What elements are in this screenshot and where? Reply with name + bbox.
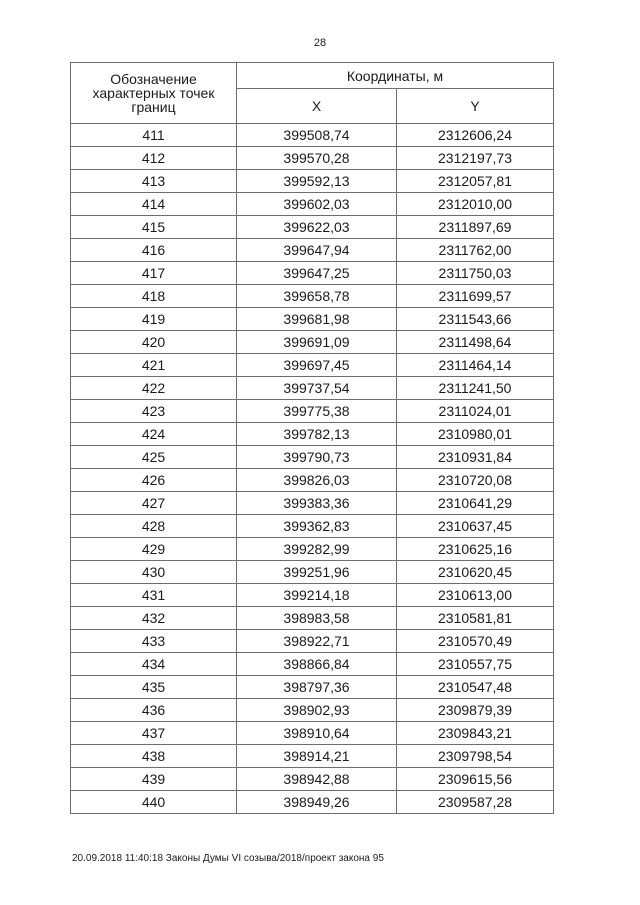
point-cell: 430 [71,561,237,584]
table-row [71,308,554,331]
y-cell: 2311699,57 [397,285,554,308]
y-cell: 2309879,39 [397,699,554,722]
point-cell: 423 [71,400,237,423]
x-cell: 399508,74 [237,124,397,147]
x-cell: 399647,25 [237,262,397,285]
y-cell: 2310547,48 [397,676,554,699]
x-cell: 399362,83 [237,515,397,538]
y-cell: 2310641,29 [397,492,554,515]
x-cell: 399602,03 [237,193,397,216]
table-row [71,584,554,607]
y-cell: 2310637,45 [397,515,554,538]
point-cell: 439 [71,768,237,791]
table-row [71,561,554,584]
x-cell: 398949,26 [237,791,397,814]
table-row [71,239,554,262]
table-row [71,423,554,446]
table-row [71,607,554,630]
y-cell: 2312197,73 [397,147,554,170]
y-cell: 2312057,81 [397,170,554,193]
point-cell: 428 [71,515,237,538]
table-row [71,193,554,216]
y-cell: 2311241,50 [397,377,554,400]
point-cell: 418 [71,285,237,308]
point-cell: 433 [71,630,237,653]
point-cell: 425 [71,446,237,469]
table-row [71,400,554,423]
point-cell: 424 [71,423,237,446]
table-row [71,515,554,538]
point-cell: 432 [71,607,237,630]
x-cell: 399681,98 [237,308,397,331]
table-row [71,124,554,147]
x-cell: 399383,36 [237,492,397,515]
header-point-designation: Обозначение характерных точек границ [71,63,237,124]
table-row [71,285,554,308]
y-cell: 2309843,21 [397,722,554,745]
table-row [71,630,554,653]
x-cell: 399282,99 [237,538,397,561]
x-cell: 399647,94 [237,239,397,262]
x-cell: 399697,45 [237,354,397,377]
table-row [71,538,554,561]
point-cell: 427 [71,492,237,515]
table-row [71,377,554,400]
table-row [71,354,554,377]
table-row [71,745,554,768]
table-row [71,469,554,492]
x-cell: 398866,84 [237,653,397,676]
point-cell: 421 [71,354,237,377]
x-cell: 399658,78 [237,285,397,308]
table-row [71,446,554,469]
point-cell: 412 [71,147,237,170]
point-cell: 420 [71,331,237,354]
y-cell: 2310570,49 [397,630,554,653]
point-cell: 429 [71,538,237,561]
x-cell: 398910,64 [237,722,397,745]
table-header [71,63,554,124]
table-row [71,653,554,676]
y-cell: 2312010,00 [397,193,554,216]
x-cell: 398942,88 [237,768,397,791]
y-cell: 2309615,56 [397,768,554,791]
y-cell: 2311750,03 [397,262,554,285]
point-cell: 414 [71,193,237,216]
table-body [71,124,554,814]
x-cell: 399570,28 [237,147,397,170]
x-cell: 398983,58 [237,607,397,630]
point-cell: 416 [71,239,237,262]
y-cell: 2311024,01 [397,400,554,423]
table-row [71,699,554,722]
y-cell: 2310557,75 [397,653,554,676]
x-cell: 398797,36 [237,676,397,699]
y-cell: 2310620,45 [397,561,554,584]
x-cell: 399691,09 [237,331,397,354]
x-cell: 399592,13 [237,170,397,193]
point-cell: 422 [71,377,237,400]
table-row [71,492,554,515]
point-cell: 431 [71,584,237,607]
point-cell: 434 [71,653,237,676]
header-y: Y [397,89,554,124]
header-x: X [237,89,397,124]
y-cell: 2310625,16 [397,538,554,561]
table-row [71,262,554,285]
y-cell: 2311762,00 [397,239,554,262]
x-cell: 398902,93 [237,699,397,722]
point-cell: 440 [71,791,237,814]
y-cell: 2311543,66 [397,308,554,331]
point-cell: 437 [71,722,237,745]
x-cell: 399251,96 [237,561,397,584]
point-cell: 413 [71,170,237,193]
y-cell: 2311464,14 [397,354,554,377]
y-cell: 2310613,00 [397,584,554,607]
y-cell: 2309587,28 [397,791,554,814]
y-cell: 2310581,81 [397,607,554,630]
point-cell: 415 [71,216,237,239]
table-row [71,331,554,354]
point-cell: 417 [71,262,237,285]
y-cell: 2312606,24 [397,124,554,147]
y-cell: 2310980,01 [397,423,554,446]
x-cell: 399737,54 [237,377,397,400]
point-cell: 419 [71,308,237,331]
y-cell: 2310720,08 [397,469,554,492]
x-cell: 399790,73 [237,446,397,469]
table-row [71,170,554,193]
x-cell: 399826,03 [237,469,397,492]
y-cell: 2311897,69 [397,216,554,239]
point-cell: 438 [71,745,237,768]
x-cell: 399214,18 [237,584,397,607]
x-cell: 399782,13 [237,423,397,446]
table-row [71,722,554,745]
page-number: 28 [313,37,327,49]
x-cell: 399775,38 [237,400,397,423]
point-cell: 411 [71,124,237,147]
table-row [71,676,554,699]
point-cell: 426 [71,469,237,492]
table-row [71,216,554,239]
coordinates-table [70,62,554,814]
x-cell: 399622,03 [237,216,397,239]
point-cell: 435 [71,676,237,699]
table-row [71,147,554,170]
table-row [71,791,554,814]
x-cell: 398914,21 [237,745,397,768]
table-row [71,768,554,791]
y-cell: 2309798,54 [397,745,554,768]
y-cell: 2311498,64 [397,331,554,354]
y-cell: 2310931,84 [397,446,554,469]
document-footer: 20.09.2018 11:40:18 Законы Думы VI созыва/2018/проект закона 95 [72,853,384,864]
header-coordinates: Координаты, м [237,63,554,89]
point-cell: 436 [71,699,237,722]
x-cell: 398922,71 [237,630,397,653]
